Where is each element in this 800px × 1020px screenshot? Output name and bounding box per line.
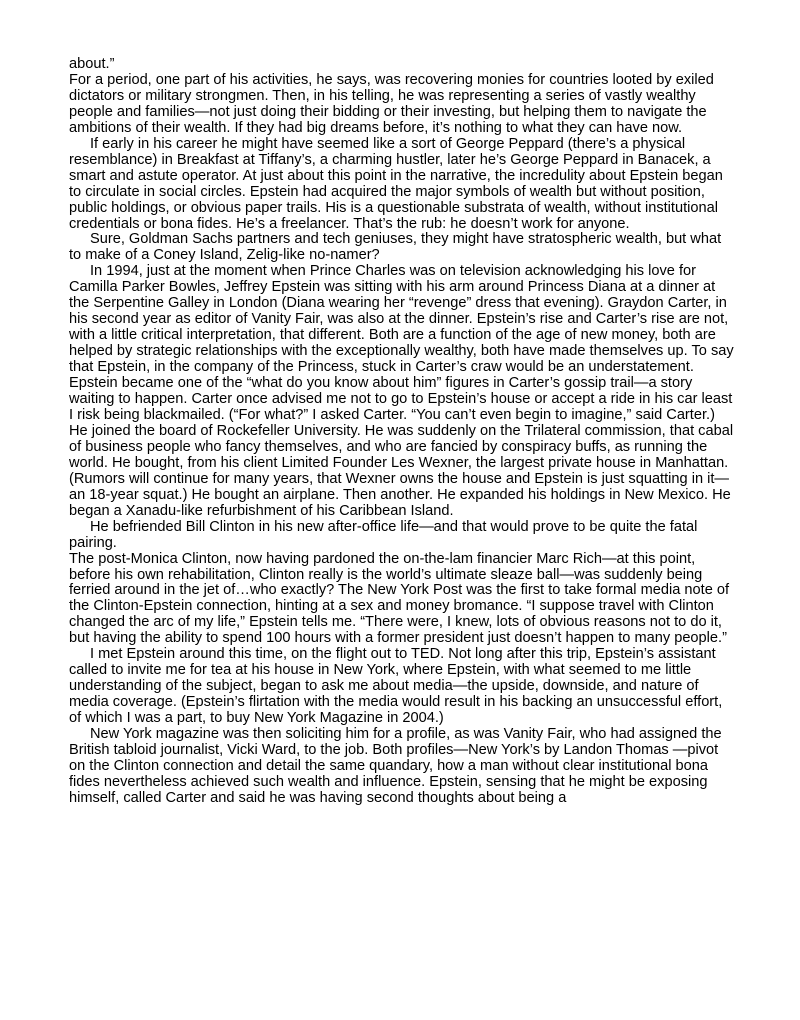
paragraph: Sure, Goldman Sachs partners and tech geniuses, they might have stratospheric wealth, but what to make of a Coney Island, Zelig-like no-namer? bbox=[69, 231, 722, 264]
paragraph: about.” bbox=[69, 56, 115, 72]
document-page bbox=[69, 57, 737, 807]
paragraph: In 1994, just at the moment when Prince Charles was on television acknowledging his love for Camilla Parker Bowles, Jeffrey Epstein was sitting with his arm around Princess Diana at a dinner at the Serpentine Galley in London (Diana wearing her “revenge” dress that evening). Graydon Carter, in his second year as editor of Vanity Fair, was also at the dinner. Epstein’s rise and Carter’s rise are not, with a little critical interpretation, that different. Both are a function of the age of new money, both are helped by strategic relationships with the exceptionally wealthy, both have made themselves up. To say that Epstein, in the company of the Princess, stuck in Carter’s craw would be an understatement. Epstein became one of the “what do you know about him” figures in Carter’s gossip trail—a story waiting to happen. Carter once advised me not to go to Epstein’s house or accept a ride in his car least I risk being blackmailed. (“For what?” I asked Carter. “You can’t even begin to imagine,” said Carter.) bbox=[69, 263, 734, 423]
paragraph: The post-Monica Clinton, now having pardoned the on-the-lam financier Marc Rich—at this point, before his own rehabilitation, Clinton really is the world’s ultimate sleaze ball—was suddenly being ferried around in the jet of…who exactly? The New York Post was the first to take formal media note of the Clinton-Epstein connection, hinting at a sex and money bromance. “I suppose travel with Clinton changed the arc of my life,” Epstein tells me. “There were, I knew, lots of obvious reasons not to do it, but having the ability to spend 100 hours with a former president just doesn’t happen to many people.” bbox=[69, 550, 730, 647]
paragraph: He befriended Bill Clinton in his new after-office life—and that would prove to be quite the fatal pairing. bbox=[69, 518, 698, 551]
paragraph: If early in his career he might have seemed like a sort of George Peppard (there’s a physical resemblance) in Breakfast at Tiffany’s, a charming hustler, later he’s George Peppard in Banacek, a smart and astute operator. At just about this point in the narrative, the incredulity about Epstein began to circulate in social circles. Epstein had acquired the major symbols of wealth but without position, public holdings, or obvious paper trails. His is a questionable substrata of wealth, without institutional credentials or bona fides. He’s a freelancer. That’s the rub: he doesn’t work for anyone. bbox=[69, 135, 723, 232]
paragraph: New York magazine was then soliciting him for a profile, as was Vanity Fair, who had assigned the British tabloid journalist, Vicki Ward, to the job. Both profiles—New York’s by Landon Thomas —pivot on the Clinton connection and detail the same quandary, how a man without clear institutional bona fides nevertheless achieved such wealth and influence. Epstein, sensing that he might be exposing himself, called Carter and said he was having second thoughts about being a bbox=[69, 726, 722, 806]
paragraph: For a period, one part of his activities, he says, was recovering monies for countries looted by exiled dictators or military strongmen. Then, in his telling, he was representing a series of vastly wealthy people and families—not just doing their bidding or their investing, but helping them to navigate the ambitions of their wealth. If they had big dreams before, it’s nothing to what they can have now. bbox=[69, 71, 714, 136]
paragraph: He joined the board of Rockefeller University. He was suddenly on the Trilateral commission, that cabal of business people who fancy themselves, and who are fancied by conspiracy buffs, as running the world. He bought, from his client Limited Founder Les Wexner, the largest private house in Manhattan. (Rumors will continue for many years, that Wexner owns the house and Epstein is just squatting in it—an 18-year squat.) He bought an airplane. Then another. He expanded his holdings in New Mexico. He began a Xanadu-like refurbishment of his Caribbean Island. bbox=[69, 422, 734, 519]
paragraph: I met Epstein around this time, on the flight out to TED. Not long after this trip, Epstein’s assistant called to invite me for tea at his house in New York, where Epstein, with what seemed to me little understanding of the subject, began to ask me about media—the upside, downside, and nature of media coverage. (Epstein’s flirtation with the media would result in his backing an unsuccessful effort, of which I was a part, to buy New York Magazine in 2004.) bbox=[69, 646, 723, 727]
